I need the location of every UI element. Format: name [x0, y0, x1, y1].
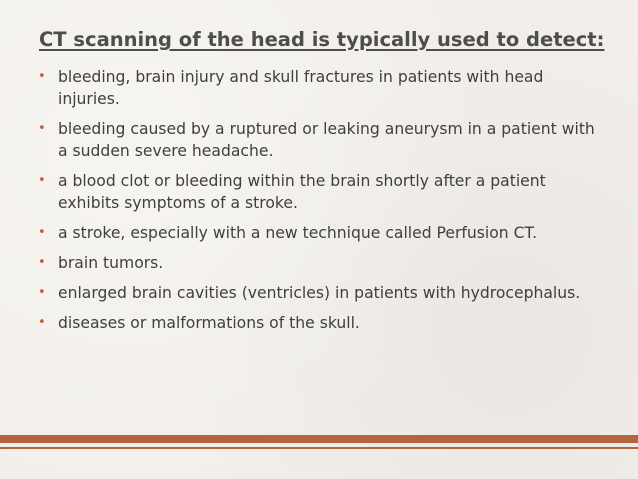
- bullet-item-6: [38, 282, 608, 304]
- bullet-item-2: [38, 118, 608, 162]
- bullet-text: diseases or malformations of the skull.: [58, 314, 360, 332]
- footer-accent-band: [0, 435, 638, 443]
- footer-accent-rule: [0, 447, 638, 449]
- slide-title: CT scanning of the head is typically used to detect:: [39, 28, 605, 51]
- bullet-text: a stroke, especially with a new technique called Perfusion CT.: [58, 224, 538, 242]
- bullet-text: enlarged brain cavities (ventricles) in patients with hydrocephalus.: [58, 284, 581, 302]
- bullet-item-7: [38, 312, 608, 334]
- bullet-dot-icon: •: [38, 173, 46, 188]
- bullet-item-4: [38, 222, 608, 244]
- bullet-dot-icon: •: [38, 285, 46, 300]
- bullet-text: a blood clot or bleeding within the brain shortly after a patient exhibits symptoms of a stroke.: [58, 172, 546, 212]
- bullet-dot-icon: •: [38, 315, 46, 330]
- bullet-dot-icon: •: [38, 121, 46, 136]
- bullet-dot-icon: •: [38, 69, 46, 84]
- bullet-dot-icon: •: [38, 255, 46, 270]
- bullet-item-3: [38, 170, 608, 214]
- bullet-text: brain tumors.: [58, 254, 164, 272]
- bullet-text: bleeding caused by a ruptured or leaking aneurysm in a patient with a sudden severe headache.: [58, 120, 595, 160]
- bullet-item-1: [38, 66, 608, 110]
- bullet-list: [38, 66, 608, 342]
- bullet-item-5: [38, 252, 608, 274]
- bullet-dot-icon: •: [38, 225, 46, 240]
- bullet-text: bleeding, brain injury and skull fractures in patients with head injuries.: [58, 68, 544, 108]
